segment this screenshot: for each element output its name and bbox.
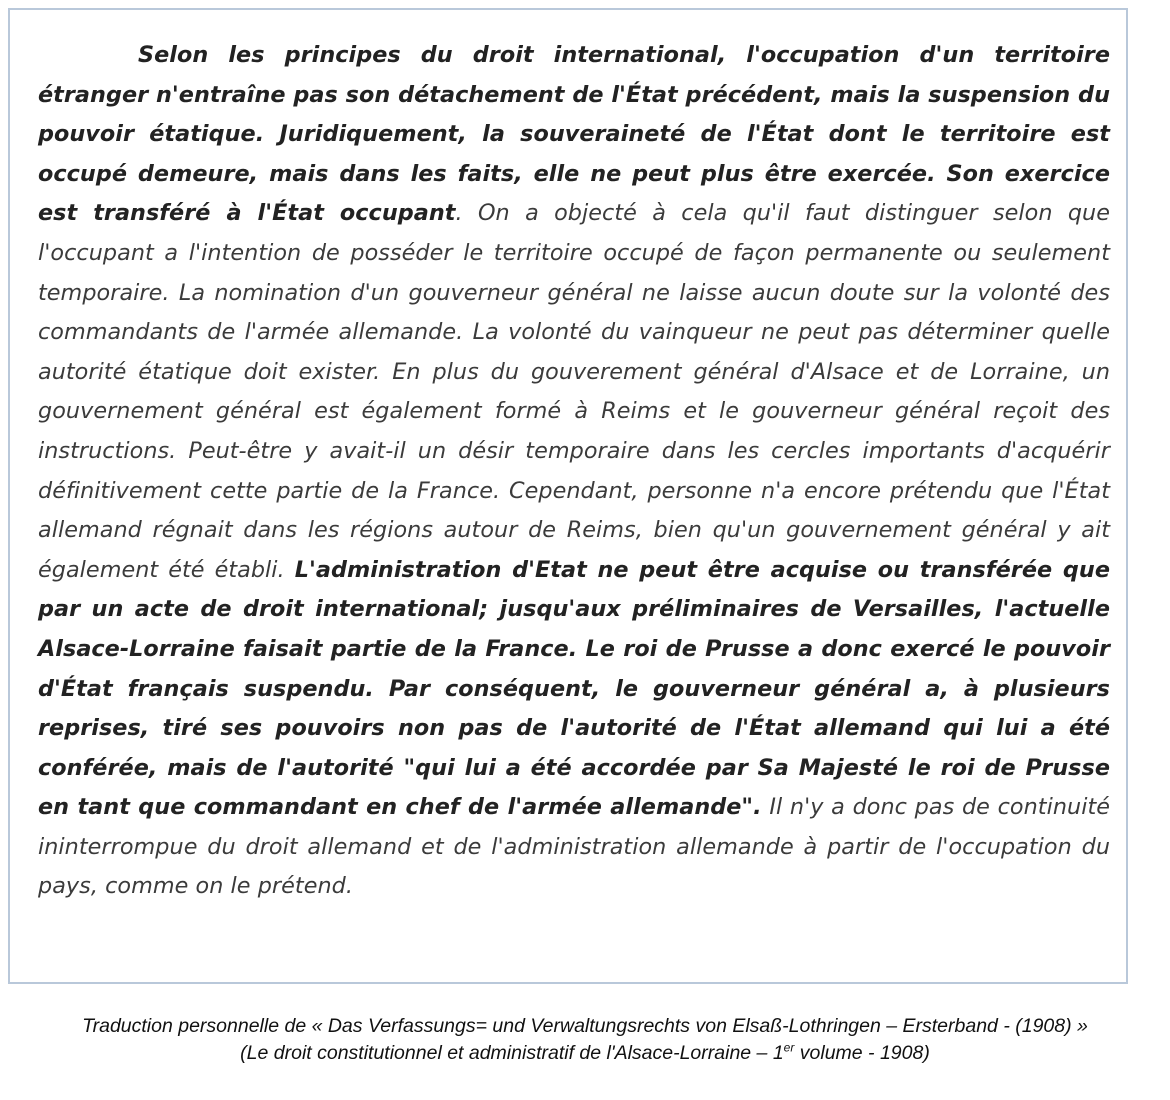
quote-bold-end: L'administration d'Etat ne peut être acquise ou transférée que par un acte de droit international; jusqu'aux préliminaires de Versailles, l'actuelle Alsace-Lorraine faisait partie de la France. Le roi de Prusse a donc exercé le pouvoir d'État français suspendu. Par conséquent, le gouverneur général a, à plusieurs reprises, tiré ses pouvoirs non pas de l'autorité de l'État allemand qui lui a été conférée, mais de l'autorité "qui lui a été accordée par Sa Majesté le roi de Prusse en tant que commandant en chef de l'armée allemande".: [38, 556, 1110, 821]
quote-paragraph: [38, 36, 1110, 907]
quote-period: .: [455, 200, 463, 227]
quote-box: [8, 8, 1128, 984]
caption-line-2: [0, 1040, 1170, 1067]
quote-normal-middle: On a objecté à cela qu'il faut distinguer selon que l'occupant a l'intention de posséder le territoire occupé de façon permanente ou seulement temporaire. La nomination d'un gouverneur général ne laisse aucun doute sur la volonté des commandants de l'armée allemande. La volonté du vainqueur ne peut pas déterminer quelle autorité étatique doit exister. En plus du gouverement général d'Alsace et de Lorraine, un gouvernement général est également formé à Reims et le gouverneur général reçoit des instructions. Peut-être y avait-il un désir temporaire dans les cercles importants d'acquérir définitivement cette partie de la France. Cependant, personne n'a encore prétendu que l'État allemand régnait dans les régions autour de Reims, bien qu'un gouvernement général y ait également été établi.: [38, 200, 1110, 583]
quote-bold-intro: Selon les principes du droit international, l'occupation d'un territoire étranger n'entraîne pas son détachement de l'État précédent, mais la suspension du pouvoir étatique. Juridiquement, la souveraineté de l'État dont le territoire est occupé demeure, mais dans les faits, elle ne peut plus être exercée. Son exercice est transféré à l'État occupant: [38, 42, 1110, 227]
caption-line-2-end: volume - 1908): [794, 1042, 930, 1064]
caption-line-1: Traduction personnelle de « Das Verfassungs= und Verwaltungsrechts von Elsaß-Lothringen – Ersterband - (1908) »: [82, 1015, 1088, 1037]
caption: [0, 1013, 1170, 1067]
caption-superscript: er: [783, 1040, 795, 1055]
caption-line-2-main: (Le droit constitutionnel et administratif de l'Alsace-Lorraine – 1: [240, 1042, 784, 1064]
quote-normal-end: Il n'y a donc pas de continuité ininterrompue du droit allemand et de l'administration allemande à partir de l'occupation du pays, comme on le prétend.: [38, 794, 1111, 900]
